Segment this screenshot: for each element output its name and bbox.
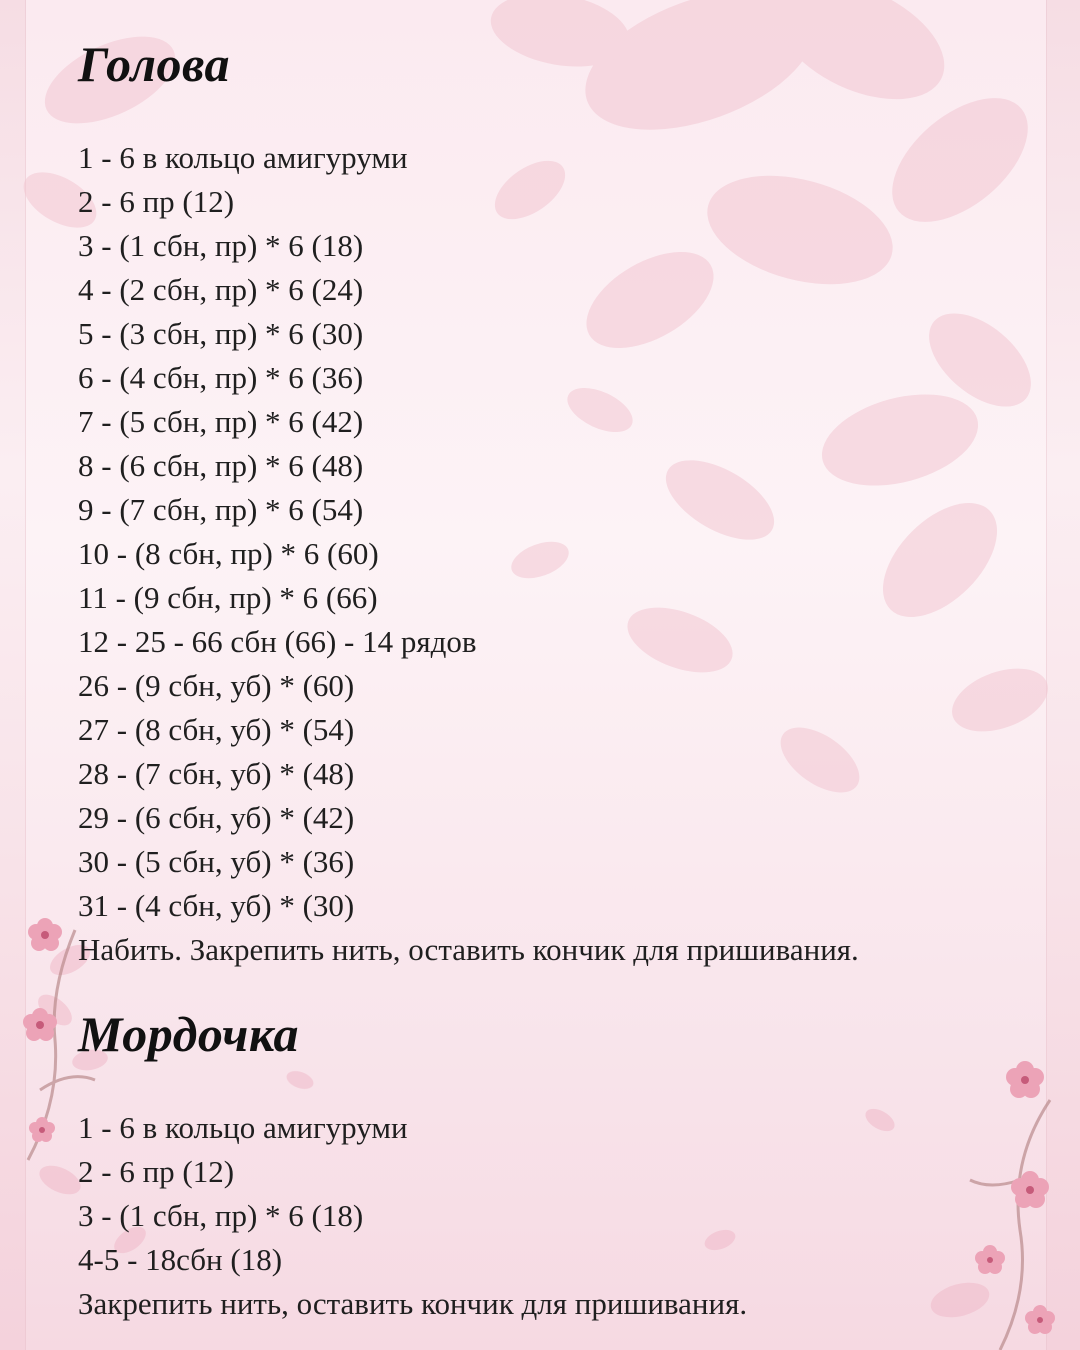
pattern-row: 8 - (6 сбн, пр) * 6 (48) — [78, 448, 364, 483]
pattern-row: 4-5 - 18сбн (18) — [78, 1242, 283, 1277]
pattern-row: 3 - (1 сбн, пр) * 6 (18) — [78, 1198, 364, 1233]
pattern-row: 2 - 6 пр (12) — [78, 1154, 235, 1189]
pattern-row: 10 - (8 сбн, пр) * 6 (60) — [78, 536, 379, 571]
pattern-row: 28 - (7 сбн, уб) * (48) — [78, 756, 355, 791]
section-title-head: Голова — [78, 36, 231, 92]
pattern-row: 3 - (1 сбн, пр) * 6 (18) — [78, 228, 364, 263]
pattern-row: 1 - 6 в кольцо амигуруми — [78, 1110, 408, 1145]
muzzle-rows-list — [78, 1106, 747, 1326]
pattern-row: 31 - (4 сбн, уб) * (30) — [78, 888, 355, 923]
pattern-note: Набить. Закрепить нить, оставить кончик для пришивания. — [78, 932, 859, 967]
section-title-muzzle: Мордочка — [78, 1006, 299, 1062]
pattern-row: 27 - (8 сбн, уб) * (54) — [78, 712, 355, 747]
pattern-row: 26 - (9 сбн, уб) * (60) — [78, 668, 355, 703]
pattern-row: 29 - (6 сбн, уб) * (42) — [78, 800, 355, 835]
pattern-row: 11 - (9 сбн, пр) * 6 (66) — [78, 580, 378, 615]
pattern-row: 2 - 6 пр (12) — [78, 184, 235, 219]
pattern-row: 12 - 25 - 66 сбн (66) - 14 рядов — [78, 624, 477, 659]
head-rows-list — [78, 136, 859, 972]
pattern-row: 4 - (2 сбн, пр) * 6 (24) — [78, 272, 364, 307]
pattern-row: 6 - (4 сбн, пр) * 6 (36) — [78, 360, 364, 395]
pattern-row: 7 - (5 сбн, пр) * 6 (42) — [78, 404, 364, 439]
pattern-row: 5 - (3 сбн, пр) * 6 (30) — [78, 316, 364, 351]
pattern-row: 30 - (5 сбн, уб) * (36) — [78, 844, 355, 879]
pattern-note: Закрепить нить, оставить кончик для пришивания. — [78, 1286, 748, 1321]
pattern-row: 1 - 6 в кольцо амигуруми — [78, 140, 408, 175]
pattern-row: 9 - (7 сбн, пр) * 6 (54) — [78, 492, 364, 527]
